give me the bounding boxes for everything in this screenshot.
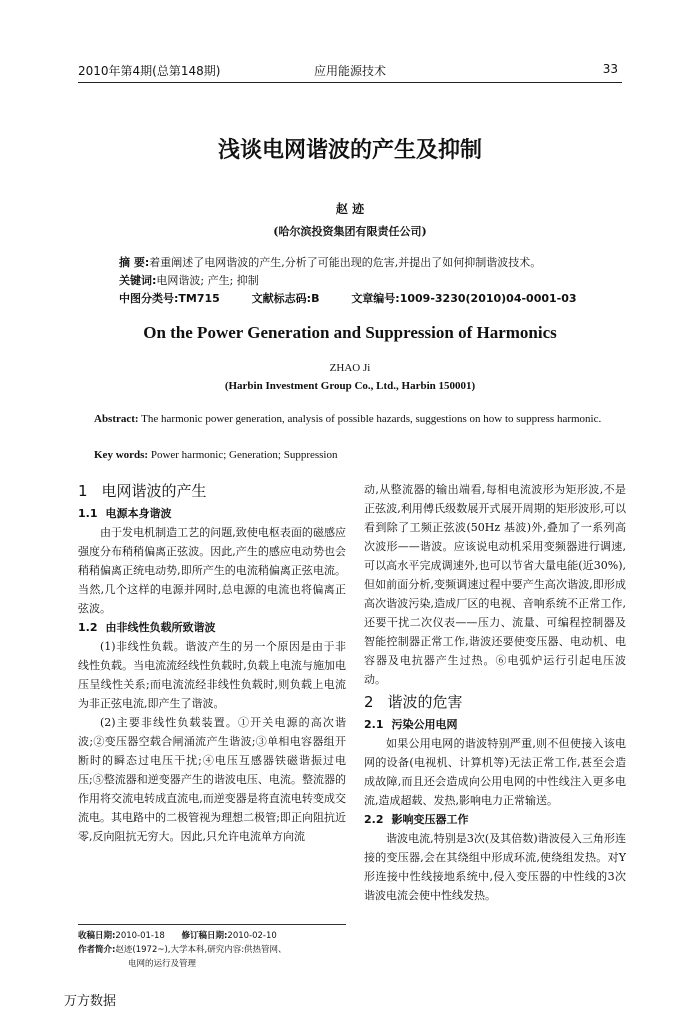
keywords-label: 关键词: — [119, 274, 157, 287]
affiliation-english: (Harbin Investment Group Co., Ltd., Harbin 150001) — [224, 380, 476, 392]
abstract-en-label: Abstract: — [94, 413, 139, 425]
title-chinese: 浅谈电网谐波的产生及抑制 — [217, 137, 482, 163]
running-header — [78, 60, 622, 83]
section-2-2-heading: 2.2 影响变压器工作 — [364, 813, 469, 826]
section-1-heading: 1 电网谐波的产生 — [78, 482, 207, 500]
footnote: 收稿日期:2010-01-18 修订稿日期:2010-02-10 作者简介:赵迹(1972~),大学本科,研究内容:供热管网、 电网的运行及管理 — [78, 924, 346, 971]
affiliation-chinese: (哈尔滨投资集团有限责任公司) — [273, 225, 427, 238]
paragraph: 由于发电机制造工艺的问题,致使电枢表面的磁感应强度分布稍稍偏离正弦波。因此,产生的感应电动势也会稍稍偏离正统电动势,即所产生的电流稍偏离正弦电流。当然,几个这样的电源并网时,总电源的电流也将偏离正弦波。 — [78, 526, 346, 615]
classification-line: 中图分类号:TM715 文献标志码:B 文章编号:1009-3230(2010)04-0001-03 — [119, 292, 577, 305]
abstract-chinese — [119, 254, 600, 271]
paragraph: 动,从整流器的输出端看,每相电流波形为矩形波,不是正弦波,利用傅氏级数展开式展开周期的矩形波形,可以看到除了工频正弦波(50Hz 基波)外,叠加了一系列高次波形——谐波。应该说电动机采用变频器进行调速,可以高水平完成调速外,也可以节省大量电能(近30%),但如前面分析,变频调速过程中要产生高次谐波,即形成高次谐波污染,造成厂区的电视、音响系统不正常工作,还要干扰二次仪表——压力、流量、可编程控制器及智能控制器正常工作,谐波还要使变压器、电动机、电容器及电抗器产生过热。⑥电弧炉运行引起电压波动。 — [364, 483, 626, 686]
section-2-heading: 2 谐波的危害 — [364, 693, 463, 711]
keywords-chinese — [119, 272, 600, 289]
keywords-text: 电网谐波; 产生; 抑制 — [156, 274, 259, 287]
paragraph: (2)主要非线性负载装置。①开关电源的高次谐波;②变压器空载合闸涌流产生谐波;③单相电容器组开断时的瞬态过电压干扰;④电压互感器铁磁谐振过电压;⑤整流器和逆变器产生的谐波电压、电流。整流器的作用将交流电转成直流电,而逆变器是将直流电转变成交流电。其电路中的二极管视为理想二极管;即正向阻抗近零,反向阻抗无穷大。因此,只允许电流单方向流 — [78, 716, 346, 843]
journal-section: 应用能源技术 — [313, 64, 386, 78]
paragraph: 谐波电流,特别是3次(及其倍数)谐波侵入三角形连接的变压器,会在其绕组中形成环流,使绕组发热。对Y形连接中性线接地系统中,侵入变压器的中性线的3次谐波电流会使中性线发热。 — [364, 832, 626, 902]
keywords-en-label: Key words: — [94, 449, 149, 461]
watermark: 万方数据 — [64, 994, 117, 1009]
title-english: On the Power Generation and Suppression of Harmonics — [143, 323, 557, 342]
abstract-text: 着重阐述了电网谐波的产生,分析了可能出现的危害,并提出了如何抑制谐波技术。 — [149, 256, 542, 269]
keywords-english — [94, 447, 612, 464]
paragraph: (1)非线性负载。谐波产生的另一个原因是由于非线性负载。当电流流经线性负载时,负载上电流与施加电压呈线性关系;而电流流经非线性负载时,则负载上电流为非正弦电流,即产生了谐波。 — [78, 640, 346, 710]
abstract-en-text: The harmonic power generation, analysis of possible hazards, suggestions on how to suppress harmonic. — [141, 413, 602, 425]
section-1-2-heading: 1.2 由非线性负载所致谐波 — [78, 621, 216, 634]
paragraph: 如果公用电网的谐波特别严重,则不但使接入该电网的设备(电视机、计算机等)无法正常工作,甚至会造成故障,而且还会造成向公用电网的中性线注入更多电流,造成超载、发热,影响电力正常输送。 — [364, 737, 626, 807]
abstract-english — [94, 411, 612, 428]
right-column — [364, 480, 626, 905]
journal-issue: 2010年第4期(总第148期) — [78, 64, 221, 78]
author-chinese: 赵 迹 — [335, 202, 365, 216]
section-1-1-heading: 1.1 电源本身谐波 — [78, 507, 172, 520]
author-english: ZHAO Ji — [329, 362, 371, 374]
section-2-1-heading: 2.1 污染公用电网 — [364, 718, 458, 731]
left-column — [78, 480, 346, 846]
abstract-label: 摘 要: — [119, 256, 150, 269]
keywords-en-text: Power harmonic; Generation; Suppression — [150, 449, 338, 461]
page-number: 33 — [602, 62, 618, 76]
